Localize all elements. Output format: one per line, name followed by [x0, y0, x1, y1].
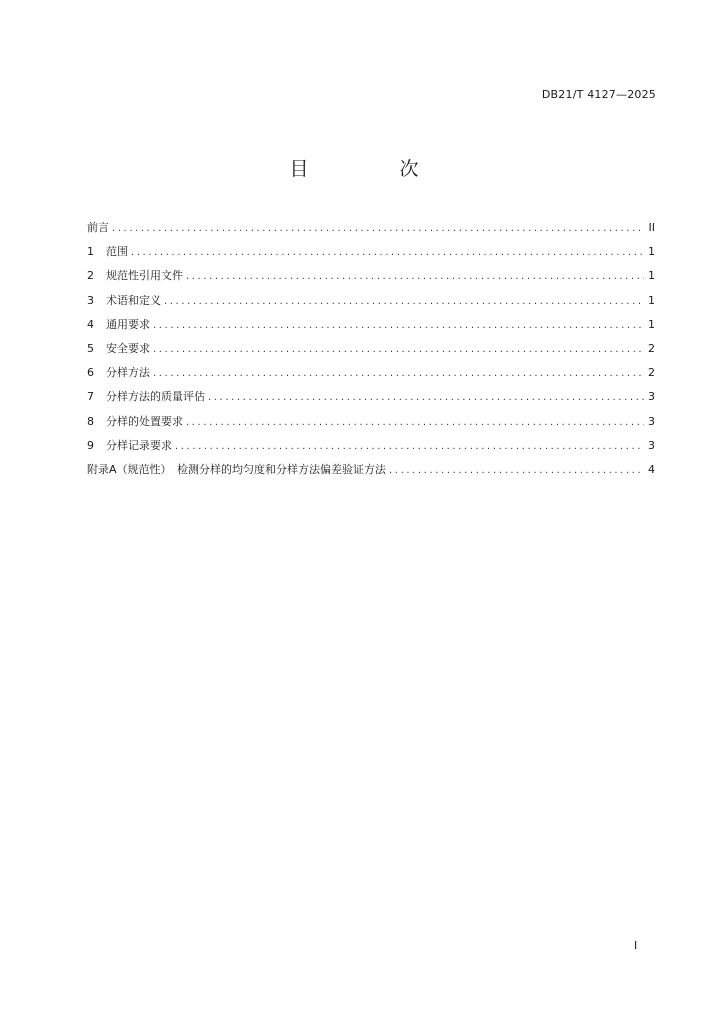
- toc-entry-label: 分样方法的质量评估: [106, 390, 205, 404]
- toc-entry-number: 1: [87, 245, 94, 259]
- toc-leader-dots: [131, 247, 644, 258]
- toc-entry-scope[interactable]: [87, 243, 655, 267]
- toc-entry-terms-definitions[interactable]: [87, 292, 655, 316]
- toc-entry-normative-references[interactable]: [87, 267, 655, 291]
- toc-entry-page: 2: [648, 341, 655, 355]
- toc-entry-safety-requirements[interactable]: [87, 340, 655, 364]
- toc-entry-page: 2: [648, 366, 655, 380]
- toc-entry-page: 1: [648, 293, 655, 307]
- toc-entry-general-requirements[interactable]: [87, 316, 655, 340]
- toc-entry-label: 分样的处置要求: [106, 414, 183, 428]
- toc-entry-label: 范围: [106, 245, 128, 259]
- page-number: I: [634, 939, 638, 952]
- toc-leader-dots: [175, 441, 644, 452]
- toc-entry-label: 前言: [87, 221, 109, 234]
- toc-list: [87, 219, 655, 485]
- toc-entry-number: 5: [87, 341, 94, 355]
- toc-entry-label: 分样记录要求: [106, 438, 172, 452]
- toc-leader-dots: [208, 392, 644, 403]
- toc-entry-page: 1: [648, 245, 655, 259]
- toc-leader-dots: [389, 465, 644, 476]
- toc-entry-number: 9: [87, 438, 94, 452]
- toc-leader-dots: [186, 271, 644, 282]
- toc-entry-number: 2: [87, 269, 94, 283]
- toc-entry-appendix-a[interactable]: [87, 461, 655, 485]
- toc-entry-page: 1: [648, 317, 655, 331]
- toc-entry-label: 附录A（规范性） 检测分样的均匀度和分样方法偏差验证方法: [87, 462, 387, 476]
- toc-title: 目 次: [289, 158, 455, 180]
- toc-entry-page: 1: [648, 269, 655, 283]
- toc-entry-label: 术语和定义: [106, 293, 161, 307]
- toc-leader-dots: [153, 344, 644, 355]
- toc-entry-label: 分样方法: [106, 366, 150, 380]
- toc-entry-number: 4: [87, 317, 94, 331]
- toc-entry-label: 安全要求: [106, 341, 150, 355]
- toc-leader-dots: [153, 320, 644, 331]
- toc-entry-number: 7: [87, 390, 94, 404]
- toc-entry-number: 8: [87, 414, 94, 428]
- toc-leader-dots: [164, 296, 644, 307]
- toc-entry-quality-evaluation[interactable]: [87, 388, 655, 412]
- toc-entry-page: 4: [648, 462, 655, 476]
- toc-entry-record-requirements[interactable]: [87, 437, 655, 461]
- toc-entry-foreword[interactable]: [87, 219, 655, 243]
- toc-entry-disposal-requirements[interactable]: [87, 413, 655, 437]
- toc-entry-page: 3: [648, 390, 655, 404]
- document-code: DB21/T 4127—2025: [541, 88, 656, 101]
- toc-entry-page: 3: [648, 414, 655, 428]
- toc-entry-number: 3: [87, 293, 94, 307]
- toc-entry-label: 规范性引用文件: [106, 269, 183, 283]
- toc-leader-dots: [153, 368, 644, 379]
- toc-entry-number: 6: [87, 366, 94, 380]
- toc-entry-page: 3: [648, 438, 655, 452]
- toc-entry-sampling-methods[interactable]: [87, 364, 655, 388]
- toc-entry-page: II: [648, 221, 655, 234]
- toc-leader-dots: [186, 417, 644, 428]
- toc-entry-label: 通用要求: [106, 317, 150, 331]
- toc-leader-dots: [112, 223, 644, 234]
